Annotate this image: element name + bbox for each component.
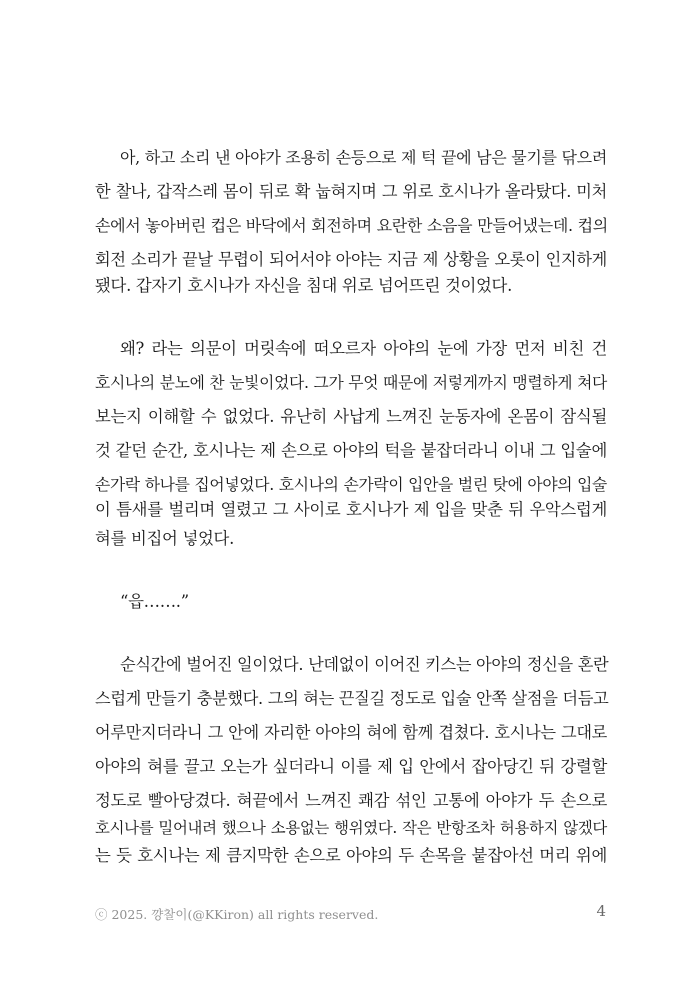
paragraph-4-line-1: 순식간에 벌어진 일이었다. 난데없이 이어진 키스는 아야의 정신을 혼란 [120, 655, 609, 674]
paragraph-4-line-3: 어루만지더라니 그 안에 자리한 아야의 혀에 함께 겹쳤다. 호시나는 그대로 [95, 723, 607, 742]
paragraph-1-line-3: 손에서 놓아버린 컵은 바닥에서 회전하며 요란한 소음을 만들어냈는데. 컵의 [95, 216, 608, 235]
paragraph-2-line-4: 것 같던 순간, 호시나는 제 손으로 아야의 턱을 붙잡더라니 이내 그 입술에 [95, 441, 607, 460]
paragraph-4-line-6: 호시나를 밀어내려 했으나 소용없는 행위였다. 작은 반항조차 허용하지 않겠다 [95, 819, 607, 837]
dialogue-line: “읍…….” [120, 592, 189, 611]
paragraph-1-line-5: 됐다. 갑자기 호시나가 자신을 침대 위로 넘어뜨린 것이었다. [95, 276, 512, 295]
paragraph-2-line-3: 보는지 이해할 수 없었다. 유난히 사납게 느껴진 눈동자에 온몸이 잠식될 [95, 407, 607, 426]
paragraph-4-line-5: 정도로 빨아당겼다. 혀끝에서 느껴진 쾌감 섞인 고통에 아야가 두 손으로 [95, 791, 607, 810]
page-number: 4 [596, 902, 606, 920]
paragraph-1-line-1: 아, 하고 소리 낸 아야가 조용히 손등으로 제 턱 끝에 남은 물기를 닦으려 [120, 148, 607, 167]
paragraph-2-line-5: 손가락 하나를 집어넣었다. 호시나의 손가락이 입안을 벌린 탓에 아야의 입술 [95, 475, 607, 494]
paragraph-4-line-7: 는 듯 호시나는 제 큼지막한 손으로 아야의 두 손목을 붙잡아선 머리 위에 [95, 846, 607, 865]
paragraph-2-line-7: 혀를 비집어 넣었다. [95, 529, 234, 548]
paragraph-2-line-6: 이 틈새를 벌리며 열렸고 그 사이로 호시나가 제 입을 맞춘 뒤 우악스럽게 [95, 500, 607, 519]
paragraph-4-line-2: 스럽게 만들기 충분했다. 그의 혀는 끈질길 정도로 입술 안쪽 살점을 더듬고 [95, 689, 609, 708]
paragraph-1-line-4: 회전 소리가 끝날 무렵이 되어서야 아야는 지금 제 상황을 오롯이 인지하게 [95, 250, 607, 269]
paragraph-4-line-4: 아야의 혀를 끌고 오는가 싶더라니 이를 제 입 안에서 잡아당긴 뒤 강렬할 [95, 757, 607, 776]
copyright-notice: ⓒ 2025. 꺙찰이(@KKiron) all rights reserved. [95, 907, 379, 922]
paragraph-2-line-1: 왜? 라는 의문이 머릿속에 떠오르자 아야의 눈에 가장 먼저 비친 건 [120, 339, 607, 358]
paragraph-2-line-2: 호시나의 분노에 찬 눈빛이었다. 그가 무엇 때문에 저렇게까지 맹렬하게 쳐다 [95, 373, 607, 392]
paragraph-1-line-2: 한 찰나, 갑작스레 몸이 뒤로 확 눕혀지며 그 위로 호시나가 올라탔다. 미처 [95, 182, 607, 201]
